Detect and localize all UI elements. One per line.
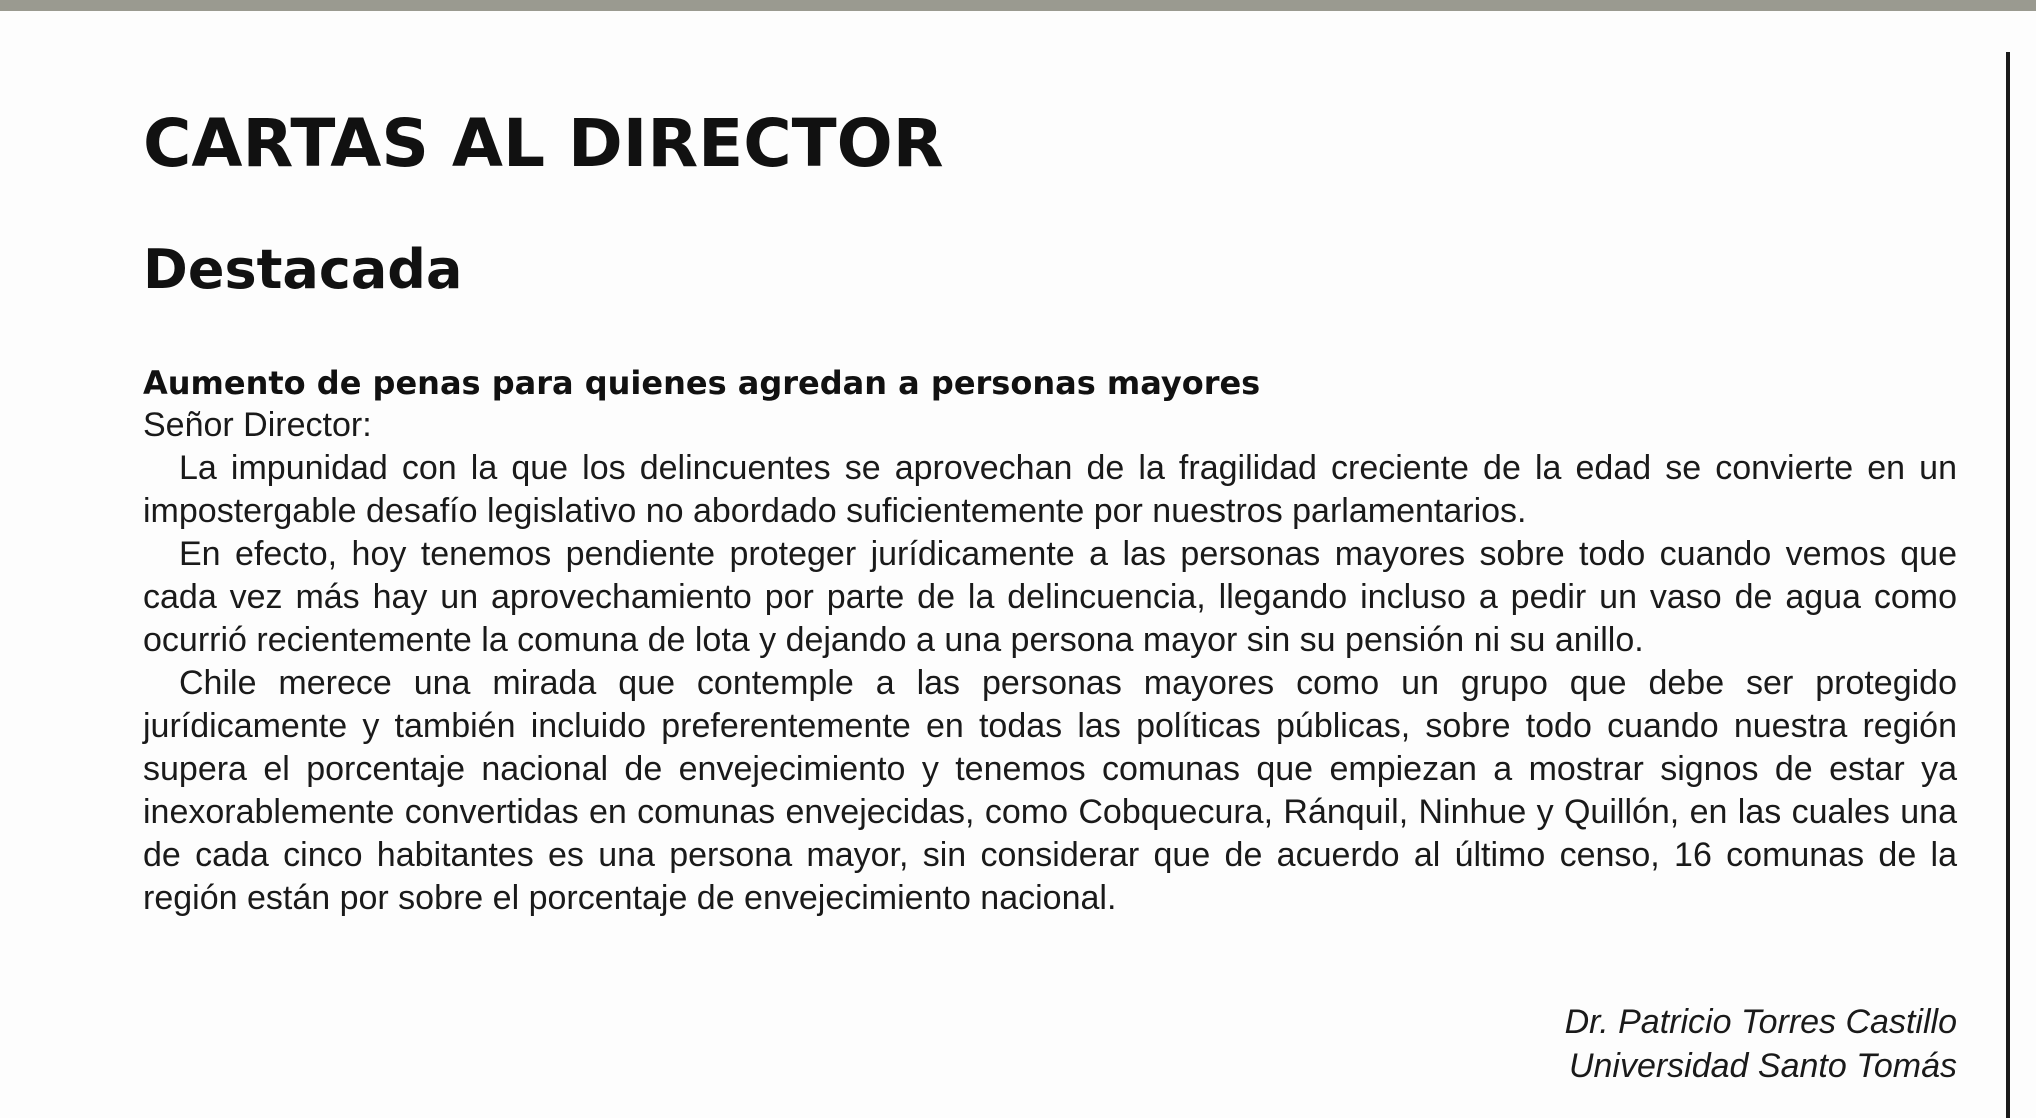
letter-paragraph: Chile merece una mirada que contemple a las personas mayores como un grupo que debe ser protegido jurídicamente y también incluido preferentemente en todas las políticas públicas, sobre todo cuando nuestra región supera el porcentaje nacional de envejecimiento y tenemos comunas que empiezan a mostrar signos de estar ya inexorablemente convertidas en comunas envejecidas, como Cobquecura, Ránquil, Ninhue y Quillón, en las cuales una de cada cinco habitantes es una persona mayor, sin considerar que de acuerdo al último censo, 16 comunas de la región están por sobre el porcentaje de envejecimiento nacional. <box>143 664 1957 917</box>
subsection-title: Destacada <box>143 238 463 301</box>
letter-paragraph: La impunidad con la que los delincuentes se aprovechan de la fragilidad creciente de la edad se convierte en un impostergable desafío legislativo no abordado suficientemente por nuestros parlamentarios. <box>143 449 1957 530</box>
top-border-bar <box>0 0 2036 11</box>
signature-name: Dr. Patricio Torres Castillo <box>1564 1003 1957 1041</box>
signature-affiliation: Universidad Santo Tomás <box>1568 1047 1957 1085</box>
letter-signature <box>1565 1000 1957 1088</box>
column-divider-rule <box>2006 52 2010 1118</box>
letter-headline: Aumento de penas para quienes agredan a personas mayores <box>143 364 1261 402</box>
letter-salutation: Señor Director: <box>143 406 372 444</box>
section-title: CARTAS AL DIRECTOR <box>143 105 944 182</box>
letter-article <box>143 362 1957 920</box>
letter-paragraph: En efecto, hoy tenemos pendiente proteger jurídicamente a las personas mayores sobre todo cuando vemos que cada vez más hay un aprovechamiento por parte de la delincuencia, llegando incluso a pedir un vaso de agua como ocurrió recientemente la comuna de lota y dejando a una persona mayor sin su pensión ni su anillo. <box>143 535 1957 659</box>
